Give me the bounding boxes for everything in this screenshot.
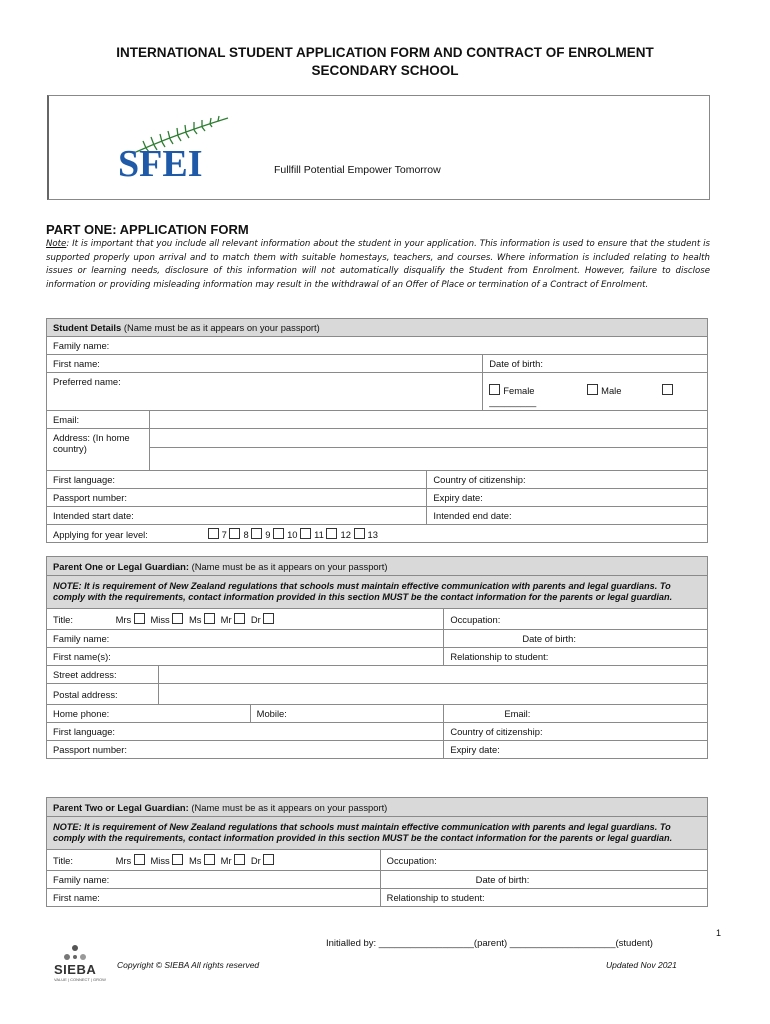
p2-relationship-field[interactable]: Relationship to student: — [380, 889, 707, 907]
student-first-language-field[interactable]: First language: — [47, 471, 427, 489]
parent-two-title-label: Title: — [53, 855, 73, 866]
student-email-input[interactable] — [149, 411, 707, 429]
parent-one-table — [46, 556, 708, 759]
p1-passport-field[interactable]: Passport number: — [47, 741, 444, 759]
male-label: Male — [601, 385, 622, 396]
parent-one-note: NOTE: It is requirement of New Zealand regulations that schools must maintain effective communication with parents and legal guardians. To comply with the requirements, contact information provided in this section MUST be the contact information for the parents or legal guardian. — [47, 576, 708, 609]
p1-postal-label: Postal address: — [47, 684, 159, 705]
updated-date: Updated Nov 2021 — [606, 960, 677, 970]
p1-occupation-field[interactable]: Occupation: — [444, 609, 708, 630]
student-first-name-field[interactable]: First name: — [47, 355, 483, 373]
gender-options — [483, 373, 708, 411]
year-7-checkbox[interactable] — [208, 528, 219, 539]
sieba-tagline: VALUE | CONNECT | GROW — [54, 977, 106, 982]
year-13-checkbox[interactable] — [354, 528, 365, 539]
p1-expiry-field[interactable]: Expiry date: — [444, 741, 708, 759]
year-9-checkbox[interactable] — [251, 528, 262, 539]
year-11-checkbox[interactable] — [300, 528, 311, 539]
student-details-header: Student Details (Name must be as it appears on your passport) — [47, 319, 708, 337]
sieba-logo-icon — [62, 944, 88, 962]
p1-home-phone-field[interactable]: Home phone: — [47, 705, 251, 723]
year-level-row: Applying for year level: 7 8 9 10 11 12 13 — [47, 525, 708, 543]
year-12-checkbox[interactable] — [326, 528, 337, 539]
p2-dob-field[interactable]: Date of birth: — [380, 871, 707, 889]
p1-email-field[interactable]: Email: — [444, 705, 708, 723]
parent-two-note: NOTE: It is requirement of New Zealand regulations that schools must maintain effective communication with parents and legal guardians. To comply with the requirements, contact information provided in this section MUST be the contact information for the parents or legal guardian. — [47, 817, 708, 850]
student-passport-field[interactable]: Passport number: — [47, 489, 427, 507]
p1-street-input[interactable] — [158, 666, 707, 684]
p2-occupation-field[interactable]: Occupation: — [380, 850, 707, 871]
year-10-checkbox[interactable] — [273, 528, 284, 539]
student-address-input-2[interactable] — [149, 447, 707, 470]
initialled-by-line: Initialled by: __________________(parent) ____________________(student) — [326, 938, 653, 949]
sfei-logo — [116, 114, 236, 184]
page-number: 1 — [716, 928, 722, 938]
student-expiry-field[interactable]: Expiry date: — [427, 489, 708, 507]
student-dob-field[interactable]: Date of birth: — [483, 355, 708, 373]
p1-miss-checkbox[interactable] — [172, 613, 183, 624]
copyright-text: Copyright © SIEBA All rights reserved — [117, 960, 260, 970]
other-gender-blank: _________ — [489, 396, 537, 407]
student-address-input-1[interactable] — [149, 429, 707, 448]
student-citizenship-field[interactable]: Country of citizenship: — [427, 471, 708, 489]
tagline: Fullfill Potential Empower Tomorrow — [274, 164, 441, 176]
start-date-field[interactable]: Intended start date: — [47, 507, 427, 525]
p2-ms-checkbox[interactable] — [204, 854, 215, 865]
p1-first-language-field[interactable]: First language: — [47, 723, 444, 741]
year-level-label: Applying for year level: — [53, 528, 148, 540]
p1-postal-input[interactable] — [158, 684, 707, 705]
parent-two-header: Parent Two or Legal Guardian: (Name must be as it appears on your passport) — [47, 798, 708, 817]
address-label: Address: (In home country) — [47, 429, 150, 471]
p1-street-label: Street address: — [47, 666, 159, 684]
p2-dr-checkbox[interactable] — [263, 854, 274, 865]
parent-one-title-label: Title: — [53, 614, 73, 625]
sfei-logo-text: SFEI — [118, 143, 203, 184]
year-8-checkbox[interactable] — [229, 528, 240, 539]
p1-mr-checkbox[interactable] — [234, 613, 245, 624]
other-gender-checkbox[interactable] — [662, 384, 673, 395]
p2-mrs-checkbox[interactable] — [134, 854, 145, 865]
p2-first-name-field[interactable]: First name: — [47, 889, 381, 907]
male-checkbox[interactable] — [587, 384, 598, 395]
p1-ms-checkbox[interactable] — [204, 613, 215, 624]
p1-family-name-field[interactable]: Family name: — [47, 630, 444, 648]
female-checkbox[interactable] — [489, 384, 500, 395]
note-label: Note — [46, 239, 67, 249]
student-preferred-name-field[interactable]: Preferred name: — [47, 373, 483, 411]
email-label: Email: — [47, 411, 150, 429]
p1-dr-checkbox[interactable] — [263, 613, 274, 624]
form-title — [0, 44, 770, 80]
p1-mobile-field[interactable]: Mobile: — [250, 705, 444, 723]
parent-one-title-row: Title: Mrs Miss Ms Mr Dr — [47, 609, 444, 630]
p1-relationship-field[interactable]: Relationship to student: — [444, 648, 708, 666]
parent-two-title-row: Title: Mrs Miss Ms Mr Dr — [47, 850, 381, 871]
part-one-heading: PART ONE: APPLICATION FORM — [46, 222, 249, 237]
p2-family-name-field[interactable]: Family name: — [47, 871, 381, 889]
part-one-note — [46, 238, 710, 292]
p1-citizenship-field[interactable]: Country of citizenship: — [444, 723, 708, 741]
female-label: Female — [503, 385, 535, 396]
p2-mr-checkbox[interactable] — [234, 854, 245, 865]
form-title-line1: INTERNATIONAL STUDENT APPLICATION FORM AND CONTRACT OF ENROLMENT — [116, 45, 654, 60]
p2-miss-checkbox[interactable] — [172, 854, 183, 865]
form-title-line2: SECONDARY SCHOOL — [311, 63, 459, 78]
note-text: : It is important that you include all relevant information about the student in your application. This information is used to ensure that the student is supported properly upon arrival and to match them with suitable homestays, teachers, and courses. Where information is included relating to health issues or learning needs, disclosure of this information will not automatically disqualify the Student from Enrolment. However, failure to disclose information or providing misleading information may result in the withdrawal of an Offer of Place or termination of a Contract of Enrolment. — [46, 239, 710, 290]
p1-first-names-field[interactable]: First name(s): — [47, 648, 444, 666]
end-date-field[interactable]: Intended end date: — [427, 507, 708, 525]
p1-dob-field[interactable]: Date of birth: — [444, 630, 708, 648]
parent-one-header: Parent One or Legal Guardian: (Name must be as it appears on your passport) — [47, 557, 708, 576]
parent-two-table — [46, 797, 708, 907]
p1-mrs-checkbox[interactable] — [134, 613, 145, 624]
student-details-table — [46, 318, 708, 543]
sieba-logo-text: SIEBA — [54, 962, 97, 977]
student-family-name-field[interactable]: Family name: — [47, 337, 708, 355]
